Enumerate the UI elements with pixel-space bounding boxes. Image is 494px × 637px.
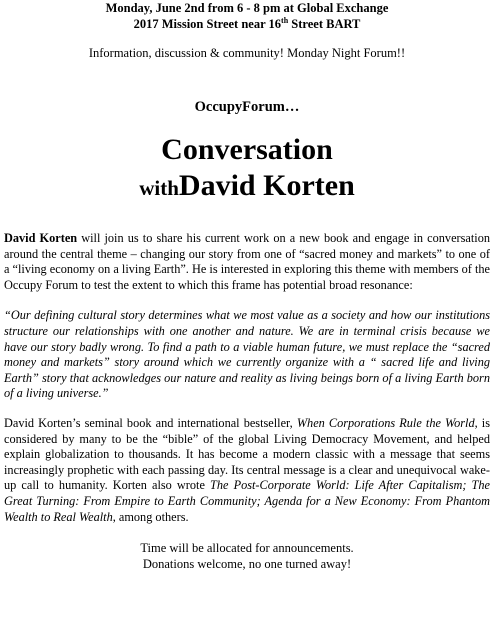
title-speaker-name: David Korten [178,169,355,202]
bio-text-2: , is considered by many to be the “bible” of the global Living Democracy Movement, and helped explain globalization to thousands. It has become a modern classic with a message that seems increasingly prophetic with each passing day. Its central message is a clear and unequivocal wake-up call to humanity. Korten also wrote [4,415,491,493]
intro-paragraph [4,231,490,293]
location-street: 2017 Mission Street near 16 [133,17,282,31]
bio-text-3: , among others. [112,509,189,524]
bio-other-books: The Post-Corporate World: Life After Capitalism; The Great Turning: From Empire to Earth Community; Agenda for a New Economy: From Phantom Wealth to Real Wealth [4,478,490,524]
intro-speaker-name: David Korten [4,231,78,245]
footer [0,540,494,572]
title-with-name [0,169,494,205]
occupy-forum-heading: OccupyForum… [194,99,300,115]
title-conversation: Conversation [161,133,333,166]
location-superscript: th [281,16,289,25]
footer-announcements: Time will be allocated for announcements. [140,541,354,556]
quote-paragraph: “Our defining cultural story determines what we most value as a society and how our institutions structure our relationships with one another and nature. We are in terminal crisis because we have our story badly wrong. To find a path to a viable human future, we must replace the “sacred money and markets” story around which we currently organize with a “ sacred life and living Earth” story that acknowledges our nature and reality as living beings born of a living Earth born of a living universe.” [4,308,490,401]
bio-paragraph [4,416,490,525]
location-bart: Street BART [288,17,361,31]
event-date-line: Monday, June 2nd from 6 - 8 pm at Global Exchange [105,1,389,15]
title-with: with [139,176,179,200]
bio-text-1: David Korten’s seminal book and international bestseller, [4,415,297,430]
intro-text: will join us to share his current work on a new book and engage in conversation around the central theme – changing our story from one of “sacred money and markets” to one of a “living economy on a living Earth”. He is interested in exploring this theme with members of the Occupy Forum to test the extent to which this frame has potential broad resonance: [4,231,490,292]
event-header [0,0,494,32]
footer-donations: Donations welcome, no one turned away! [142,557,352,572]
bio-book-title: When Corporations Rule the World [296,415,475,430]
event-location-line [0,16,494,32]
info-line: Information, discussion & community! Monday Night Forum!! [88,46,406,60]
